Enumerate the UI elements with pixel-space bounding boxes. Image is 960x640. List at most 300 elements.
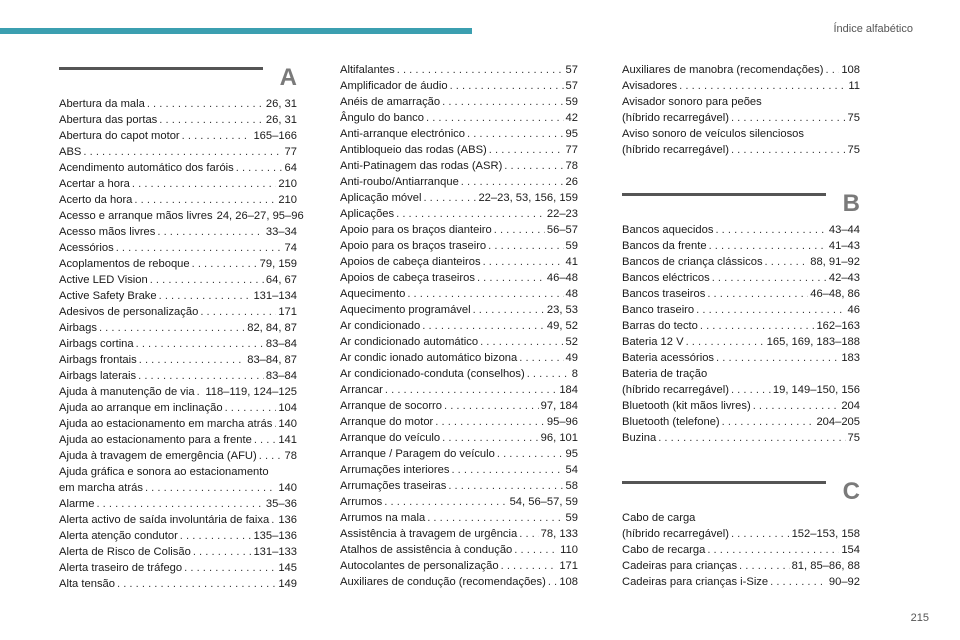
index-entry-term: Ar condicionado — [340, 320, 421, 332]
dot-leader — [271, 512, 276, 528]
index-entry-pages: 110 — [560, 544, 578, 556]
index-entry — [340, 94, 578, 110]
index-entry — [622, 430, 860, 446]
index-entry-heading: Cabo de carga — [622, 512, 696, 524]
index-entry-pages: 204 — [841, 400, 860, 412]
index-entry — [622, 254, 860, 270]
index-entry — [622, 270, 860, 286]
index-entry — [59, 128, 297, 144]
dot-leader — [770, 574, 827, 590]
index-entry — [622, 558, 860, 574]
index-entry — [340, 206, 578, 222]
index-entry — [340, 526, 578, 542]
index-entry — [59, 224, 297, 240]
index-entry-pages: 79, 159 — [259, 258, 297, 270]
index-entry-pages: 23, 53 — [546, 304, 578, 316]
dot-leader — [435, 414, 545, 430]
index-entry-term: Active LED Vision — [59, 274, 148, 286]
index-entry-term: Apoio para os braços dianteiro — [340, 224, 492, 236]
index-entry — [622, 398, 860, 414]
index-entry-pages: 24, 26–27, 95–96 — [216, 210, 304, 222]
index-entry-term: Anti-Patinagem das rodas (ASR) — [340, 160, 503, 172]
index-entry — [59, 336, 297, 352]
index-entry-term: Ar condicionado automático — [340, 336, 479, 348]
index-entry-term: Arrumações traseiras — [340, 480, 447, 492]
dot-leader — [686, 334, 765, 350]
index-entry — [340, 238, 578, 254]
index-entry-term: Anti-roubo/Antiarranque — [340, 176, 459, 188]
index-entry-term: Altifalantes — [340, 64, 395, 76]
index-entry-term: Autocolantes de personalização — [340, 560, 499, 572]
dot-leader — [200, 304, 276, 320]
index-entry-pages: 96, 101 — [540, 432, 578, 444]
index-entry-pages: 52 — [565, 336, 578, 348]
index-entry-pages: 78, 133 — [540, 528, 578, 540]
index-list — [622, 510, 860, 590]
dot-leader — [709, 238, 827, 254]
section-letter: B — [842, 190, 860, 217]
index-entry-pages: 145 — [278, 562, 297, 574]
dot-leader — [450, 78, 564, 94]
index-entry — [340, 366, 578, 382]
index-column-1 — [59, 62, 304, 592]
index-entry-pages: 95 — [565, 128, 578, 140]
index-entry-pages: 46 — [847, 304, 860, 316]
index-entry — [622, 350, 860, 366]
index-entry-pages: 210 — [278, 178, 297, 190]
dot-leader — [192, 256, 258, 272]
index-entry-pages: 171 — [559, 560, 578, 572]
section-rule — [622, 481, 826, 484]
index-entry-pages: 97, 184 — [540, 400, 578, 412]
index-entry — [59, 432, 297, 448]
index-list — [340, 62, 578, 590]
dot-leader — [483, 254, 564, 270]
dot-leader — [396, 206, 545, 222]
index-entry-term: em marcha atrás — [59, 482, 143, 494]
index-entry — [340, 110, 578, 126]
index-column-2 — [340, 62, 578, 590]
index-entry-pages: 152–153, 158 — [791, 528, 860, 540]
index-entry-term: (híbrido recarregável) — [622, 384, 729, 396]
index-entry — [340, 302, 578, 318]
index-entry-term: Arranque do veículo — [340, 432, 441, 444]
dot-leader — [480, 334, 563, 350]
index-entry — [59, 96, 297, 112]
dot-leader — [159, 288, 252, 304]
dot-leader — [712, 270, 827, 286]
dot-leader — [83, 144, 282, 160]
index-entry-pages: 26, 31 — [265, 98, 297, 110]
dot-leader — [467, 126, 564, 142]
index-entry — [340, 158, 578, 174]
index-entry-pages: 57 — [565, 64, 578, 76]
index-entry-term: Airbags laterais — [59, 370, 137, 382]
index-entry — [340, 174, 578, 190]
index-entry-pages: 88, 91–92 — [810, 256, 860, 268]
index-entry-term: Active Safety Brake — [59, 290, 157, 302]
index-entry-pages: 42 — [565, 112, 578, 124]
index-entry-pages: 56–57 — [546, 224, 578, 236]
dot-leader — [739, 558, 790, 574]
index-entry-pages: 82, 84, 87 — [247, 322, 297, 334]
index-entry-term: Alerta traseiro de tráfego — [59, 562, 183, 574]
section-header-a — [59, 62, 297, 94]
index-entry-pages: 26 — [565, 176, 578, 188]
dot-leader — [489, 142, 564, 158]
index-entry-pages: 154 — [841, 544, 860, 556]
index-entry-term: Ar condicionado-conduta (conselhos) — [340, 368, 525, 380]
index-entry-term: Auxiliares de condução (recomendações) — [340, 576, 546, 588]
index-entry-term: Cadeiras para crianças — [622, 560, 738, 572]
index-entry-pages: 35–36 — [265, 498, 297, 510]
dot-leader — [519, 526, 538, 542]
index-entry-pages: 22–23, 53, 156, 159 — [478, 192, 578, 204]
dot-leader — [225, 400, 277, 416]
index-entry — [340, 382, 578, 398]
dot-leader — [184, 560, 276, 576]
dot-leader — [150, 272, 264, 288]
index-entry-term: Apoio para os braços traseiro — [340, 240, 487, 252]
index-entry-pages: 74 — [284, 242, 297, 254]
index-entry-pages: 183 — [841, 352, 860, 364]
index-entry-term: Banco traseiro — [622, 304, 695, 316]
index-entry-pages: 83–84 — [265, 370, 297, 382]
index-entry-term: Bateria acessórios — [622, 352, 715, 364]
index-entry-term: Alerta de Risco de Colisão — [59, 546, 191, 558]
index-entry — [340, 510, 578, 526]
index-entry — [59, 256, 297, 272]
index-entry-pages: 41 — [565, 256, 578, 268]
dot-leader — [731, 142, 846, 158]
index-entry — [622, 286, 860, 302]
index-entry-pages: 77 — [284, 146, 297, 158]
index-entry-term: Abertura das portas — [59, 114, 158, 126]
index-entry-term: Arrumos na mala — [340, 512, 426, 524]
dot-leader — [696, 302, 845, 318]
page-number: 215 — [910, 612, 929, 624]
index-entry-term: Auxiliares de manobra (recomendações) — [622, 64, 824, 76]
index-entry-pages: 149 — [278, 578, 297, 590]
dot-leader — [99, 320, 245, 336]
index-entry — [59, 176, 297, 192]
index-entry-term: Bancos da frente — [622, 240, 707, 252]
index-entry-pages: 57 — [565, 80, 578, 92]
index-entry-term: ABS — [59, 146, 82, 158]
index-entry-pages: 162–163 — [816, 320, 860, 332]
dot-leader — [514, 542, 558, 558]
index-entry — [622, 62, 860, 78]
dot-leader — [117, 576, 276, 592]
index-entry-term: Ajuda ao estacionamento em marcha atrás — [59, 418, 273, 430]
dot-leader — [180, 528, 252, 544]
index-entry-pages: 22–23 — [546, 208, 578, 220]
index-entry — [622, 334, 860, 350]
index-entry — [340, 126, 578, 142]
index-entry-term: Bancos traseiros — [622, 288, 706, 300]
dot-leader — [731, 526, 790, 542]
dot-leader — [715, 222, 826, 238]
index-entry — [59, 288, 297, 304]
dot-leader — [147, 96, 264, 112]
index-entry — [340, 270, 578, 286]
dot-leader — [197, 384, 204, 400]
index-entry-pages: 95 — [565, 448, 578, 460]
dot-leader — [716, 350, 839, 366]
index-entry-pages: 58 — [565, 480, 578, 492]
index-entry — [59, 192, 297, 208]
index-entry — [622, 414, 860, 430]
index-entry — [340, 462, 578, 478]
dot-leader — [707, 286, 808, 302]
index-entry-term: Airbags — [59, 322, 97, 334]
index-entry-term: (híbrido recarregável) — [622, 528, 729, 540]
index-entry-pages: 135–136 — [253, 530, 297, 542]
index-entry-term: Barras do tecto — [622, 320, 698, 332]
index-entry-pages: 59 — [565, 96, 578, 108]
index-entry-pages: 136 — [278, 514, 297, 526]
index-entry — [340, 286, 578, 302]
index-entry-pages: 108 — [559, 576, 578, 588]
index-entry-pages: 11 — [848, 80, 860, 92]
index-list — [622, 62, 860, 158]
index-entry-term: Apoios de cabeça traseiros — [340, 272, 475, 284]
index-entry-term: Apoios de cabeça dianteiros — [340, 256, 481, 268]
index-entry-term: Alerta activo de saída involuntária de faixa — [59, 514, 270, 526]
index-entry-term: Ar condic ionado automático bizona — [340, 352, 518, 364]
dot-leader — [679, 78, 846, 94]
index-entry-pages: 64 — [284, 162, 297, 174]
index-entry-pages: 171 — [278, 306, 297, 318]
index-entry-pages: 140 — [278, 482, 297, 494]
dot-leader — [427, 510, 563, 526]
dot-leader — [519, 350, 563, 366]
dot-leader — [548, 574, 557, 590]
index-entry-pages: 26, 31 — [265, 114, 297, 126]
index-entry-pages: 83–84, 87 — [247, 354, 297, 366]
dot-leader — [700, 318, 815, 334]
dot-leader — [527, 366, 570, 382]
dot-leader — [193, 544, 252, 560]
index-entry-term: Bluetooth (telefone) — [622, 416, 720, 428]
index-entry — [622, 382, 860, 398]
index-entry — [340, 446, 578, 462]
index-entry-term: Abertura da mala — [59, 98, 145, 110]
index-entry — [622, 526, 860, 542]
index-entry — [59, 320, 297, 336]
index-entry-term: Acesso mãos livres — [59, 226, 156, 238]
header-accent-bar — [0, 28, 472, 34]
index-entry — [622, 542, 860, 558]
index-entry-pages: 204–205 — [816, 416, 860, 428]
index-entry-pages: 54 — [565, 464, 578, 476]
dot-leader — [451, 462, 563, 478]
dot-leader — [477, 270, 545, 286]
index-entry-term: Assistência à travagem de urgência — [340, 528, 518, 540]
index-entry-heading: Aviso sonoro de veículos silenciosos — [622, 128, 804, 140]
index-entry — [59, 512, 297, 528]
index-entry-pages: 19, 149–150, 156 — [772, 384, 860, 396]
dot-leader — [442, 430, 539, 446]
index-entry-pages: 59 — [565, 512, 578, 524]
index-entry-pages: 49 — [565, 352, 578, 364]
index-entry — [340, 62, 578, 78]
dot-leader — [658, 430, 845, 446]
index-entry-term: Bancos aquecidos — [622, 224, 714, 236]
index-entry-term: Alta tensão — [59, 578, 115, 590]
index-entry-term: Adesivos de personalização — [59, 306, 199, 318]
index-entry-term: Acendimento automático dos faróis — [59, 162, 234, 174]
index-entry-pages: 46–48 — [546, 272, 578, 284]
index-entry-term: Bancos de criança clássicos — [622, 256, 763, 268]
index-entry-term: (híbrido recarregável) — [622, 144, 729, 156]
index-entry — [59, 416, 297, 432]
index-entry-pages: 95–96 — [546, 416, 578, 428]
index-entry — [622, 238, 860, 254]
section-rule — [59, 67, 263, 70]
index-entry — [340, 350, 578, 366]
dot-leader — [116, 240, 283, 256]
index-entry-pages: 108 — [841, 64, 860, 76]
index-entry-term: Ajuda à manutenção de via — [59, 386, 195, 398]
index-entry — [340, 78, 578, 94]
index-entry-pages: 184 — [559, 384, 578, 396]
index-list — [59, 96, 304, 592]
index-entry-pages: 165, 169, 183–188 — [766, 336, 860, 348]
dot-leader — [138, 368, 264, 384]
index-entry — [340, 494, 578, 510]
index-entry — [59, 448, 297, 464]
index-entry-term: Arrancar — [340, 384, 383, 396]
index-entry-term: Acessórios — [59, 242, 114, 254]
index-entry — [59, 240, 297, 256]
index-entry-pages: 78 — [284, 450, 297, 462]
index-entry — [59, 144, 297, 160]
index-entry — [59, 272, 297, 288]
index-entry — [340, 414, 578, 430]
index-entry — [340, 542, 578, 558]
index-entry — [622, 142, 860, 158]
dot-leader — [96, 496, 263, 512]
index-entry-pages: 59 — [565, 240, 578, 252]
index-entry-term: Airbags cortina — [59, 338, 134, 350]
index-entry-term: Atalhos de assistência à condução — [340, 544, 513, 556]
index-entry — [59, 112, 297, 128]
dot-leader — [426, 110, 564, 126]
index-entry — [340, 398, 578, 414]
index-entry — [59, 304, 297, 320]
index-entry — [340, 574, 578, 590]
dot-leader — [422, 318, 545, 334]
dot-leader — [274, 416, 276, 432]
dot-leader — [236, 160, 283, 176]
index-entry-pages: 141 — [278, 434, 297, 446]
section-rule — [622, 193, 826, 196]
index-entry-pages: 42–43 — [828, 272, 860, 284]
index-entry-pages: 33–34 — [265, 226, 297, 238]
index-entry-term: Buzina — [622, 432, 657, 444]
dot-leader — [132, 176, 276, 192]
index-entry-term: Ângulo do banco — [340, 112, 424, 124]
index-entry — [59, 368, 297, 384]
index-list — [622, 222, 860, 446]
index-entry-pages: 78 — [565, 160, 578, 172]
section-header-b — [622, 188, 860, 220]
index-entry — [622, 78, 860, 94]
dot-leader — [488, 238, 563, 254]
index-entry-pages: 83–84 — [265, 338, 297, 350]
dot-leader — [423, 190, 476, 206]
index-entry-term: Bateria 12 V — [622, 336, 684, 348]
index-entry — [59, 208, 304, 224]
dot-leader — [254, 432, 277, 448]
index-entry-pages: 75 — [847, 432, 860, 444]
index-entry-term: Ajuda ao estacionamento para a frente — [59, 434, 252, 446]
index-entry — [622, 302, 860, 318]
dot-leader — [497, 446, 564, 462]
index-entry — [340, 318, 578, 334]
dot-leader — [442, 94, 563, 110]
index-entry — [340, 478, 578, 494]
dot-leader — [461, 174, 564, 190]
index-entry-term: Aquecimento — [340, 288, 406, 300]
index-entry-pages: 90–92 — [828, 576, 860, 588]
index-entry-term: Avisadores — [622, 80, 678, 92]
index-entry-heading: Ajuda gráfica e sonora ao estacionamento — [59, 466, 269, 478]
index-entry-term: Aplicações — [340, 208, 395, 220]
index-entry-term: Alerta atenção condutor — [59, 530, 178, 542]
dot-leader — [473, 302, 545, 318]
index-entry-pages: 140 — [278, 418, 297, 430]
dot-leader — [448, 478, 563, 494]
dot-leader — [182, 128, 252, 144]
index-entry-term: Arrumações interiores — [340, 464, 450, 476]
index-entry-term: Antibloqueio das rodas (ABS) — [340, 144, 487, 156]
dot-leader — [504, 158, 563, 174]
dot-leader — [501, 558, 558, 574]
dot-leader — [765, 254, 809, 270]
dot-leader — [397, 62, 564, 78]
index-entry-term: Arrumos — [340, 496, 383, 508]
index-entry-pages: 46–48, 86 — [810, 288, 860, 300]
index-entry-pages: 64, 67 — [265, 274, 297, 286]
index-entry — [59, 528, 297, 544]
index-entry — [59, 384, 297, 400]
index-entry — [622, 222, 860, 238]
index-entry-term: Acerto da hora — [59, 194, 133, 206]
dot-leader — [707, 542, 839, 558]
index-entry-pages: 77 — [565, 144, 578, 156]
index-entry-term: Abertura do capot motor — [59, 130, 180, 142]
index-entry — [340, 190, 578, 206]
index-entry-term: Cadeiras para crianças i-Size — [622, 576, 769, 588]
index-column-3 — [622, 62, 860, 590]
index-entry-pages: 104 — [278, 402, 297, 414]
index-entry — [340, 334, 578, 350]
section-header-c — [622, 476, 860, 508]
index-entry-pages: 210 — [278, 194, 297, 206]
index-entry-pages: 165–166 — [253, 130, 297, 142]
dot-leader — [731, 110, 846, 126]
index-entry — [59, 544, 297, 560]
index-entry-pages: 49, 52 — [546, 320, 578, 332]
index-entry-term: Arranque de socorro — [340, 400, 442, 412]
index-entry-term: Ajuda à travagem de emergência (AFU) — [59, 450, 257, 462]
index-entry — [622, 110, 860, 126]
index-entry — [340, 558, 578, 574]
index-entry-term: Arranque / Paragem do veículo — [340, 448, 495, 460]
index-entry — [59, 480, 297, 496]
